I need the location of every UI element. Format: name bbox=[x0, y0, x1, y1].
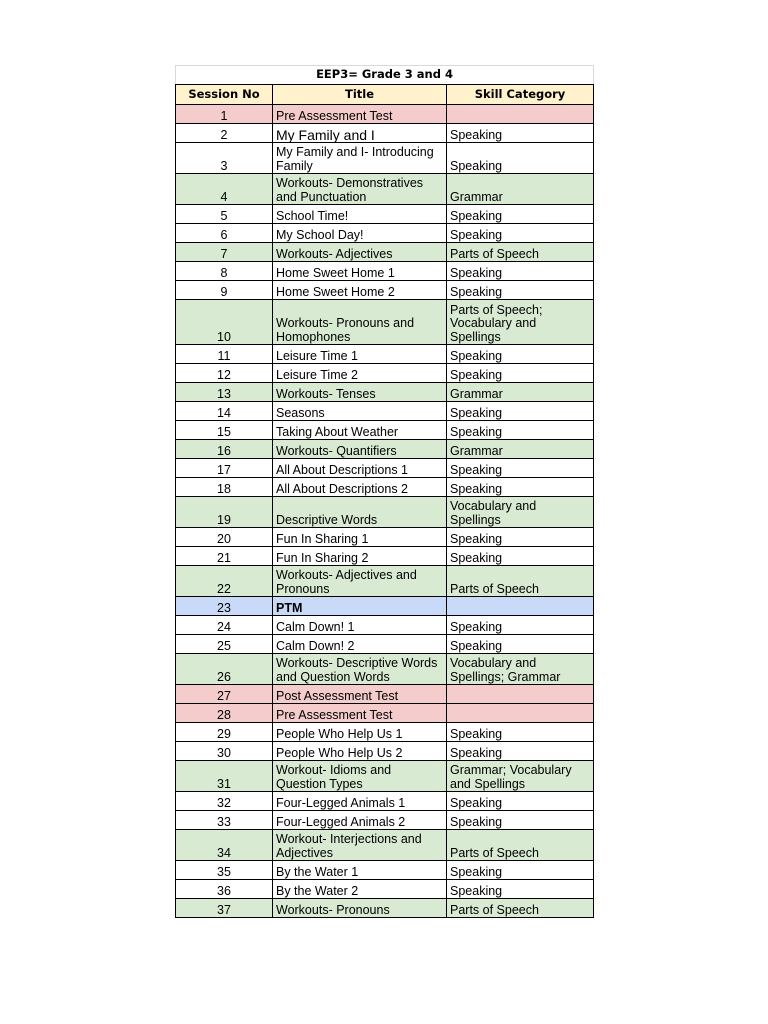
skill-category-cell: Parts of Speech bbox=[447, 243, 594, 262]
skill-category-cell: Speaking bbox=[447, 143, 594, 174]
table-row bbox=[176, 459, 594, 478]
skill-category-cell: Speaking bbox=[447, 364, 594, 383]
session-title-cell: Workout- Idioms and Question Types bbox=[273, 761, 447, 792]
skill-category-cell: Speaking bbox=[447, 616, 594, 635]
table-row bbox=[176, 899, 594, 918]
session-number-cell: 18 bbox=[176, 478, 273, 497]
session-title-cell: Workout- Interjections and Adjectives bbox=[273, 830, 447, 861]
skill-category-cell: Speaking bbox=[447, 281, 594, 300]
session-number-cell: 28 bbox=[176, 704, 273, 723]
skill-category-cell: Speaking bbox=[447, 224, 594, 243]
session-title-cell: My School Day! bbox=[273, 224, 447, 243]
session-number-cell: 19 bbox=[176, 497, 273, 528]
session-title-cell: Post Assessment Test bbox=[273, 685, 447, 704]
session-number-cell: 9 bbox=[176, 281, 273, 300]
session-number-cell: 8 bbox=[176, 262, 273, 281]
session-number-cell: 22 bbox=[176, 566, 273, 597]
session-title-cell: Fun In Sharing 1 bbox=[273, 528, 447, 547]
header-row bbox=[176, 85, 594, 105]
skill-category-cell bbox=[447, 704, 594, 723]
skill-category-cell: Speaking bbox=[447, 478, 594, 497]
table-row bbox=[176, 262, 594, 281]
skill-category-cell: Speaking bbox=[447, 262, 594, 281]
session-number-cell: 24 bbox=[176, 616, 273, 635]
session-number-cell: 31 bbox=[176, 761, 273, 792]
skill-category-cell: Speaking bbox=[447, 635, 594, 654]
session-number-cell: 27 bbox=[176, 685, 273, 704]
session-number-cell: 35 bbox=[176, 861, 273, 880]
session-number-cell: 30 bbox=[176, 742, 273, 761]
session-title-cell: Calm Down! 2 bbox=[273, 635, 447, 654]
session-title-cell: People Who Help Us 2 bbox=[273, 742, 447, 761]
session-title-cell: Home Sweet Home 1 bbox=[273, 262, 447, 281]
session-number-cell: 4 bbox=[176, 174, 273, 205]
session-title-cell: Workouts- Tenses bbox=[273, 383, 447, 402]
session-title-cell: Pre Assessment Test bbox=[273, 704, 447, 723]
skill-category-cell: Speaking bbox=[447, 421, 594, 440]
session-number-cell: 37 bbox=[176, 899, 273, 918]
skill-category-cell bbox=[447, 105, 594, 124]
session-number-cell: 3 bbox=[176, 143, 273, 174]
table-row bbox=[176, 383, 594, 402]
table-row bbox=[176, 124, 594, 143]
skill-category-cell: Speaking bbox=[447, 459, 594, 478]
skill-category-cell: Speaking bbox=[447, 811, 594, 830]
session-number-cell: 26 bbox=[176, 654, 273, 685]
session-title-cell: Four-Legged Animals 2 bbox=[273, 811, 447, 830]
table-row bbox=[176, 635, 594, 654]
table-row bbox=[176, 440, 594, 459]
session-number-cell: 2 bbox=[176, 124, 273, 143]
session-title-cell: My Family and I bbox=[273, 124, 447, 143]
table-row bbox=[176, 880, 594, 899]
skill-category-cell: Speaking bbox=[447, 205, 594, 224]
table-row bbox=[176, 243, 594, 262]
skill-category-cell: Speaking bbox=[447, 861, 594, 880]
session-title-cell: Fun In Sharing 2 bbox=[273, 547, 447, 566]
session-number-cell: 12 bbox=[176, 364, 273, 383]
table-row bbox=[176, 402, 594, 421]
table-row bbox=[176, 224, 594, 243]
session-number-cell: 10 bbox=[176, 300, 273, 345]
column-header-session-no: Session No bbox=[176, 85, 273, 105]
skill-category-cell: Parts of Speech bbox=[447, 566, 594, 597]
skill-category-cell: Speaking bbox=[447, 742, 594, 761]
session-title-cell: Calm Down! 1 bbox=[273, 616, 447, 635]
skill-category-cell: Grammar bbox=[447, 174, 594, 205]
session-number-cell: 29 bbox=[176, 723, 273, 742]
table-row bbox=[176, 761, 594, 792]
column-header-title: Title bbox=[273, 85, 447, 105]
session-title-cell: By the Water 1 bbox=[273, 861, 447, 880]
skill-category-cell bbox=[447, 685, 594, 704]
table-row bbox=[176, 364, 594, 383]
table-row bbox=[176, 528, 594, 547]
skill-category-cell bbox=[447, 597, 594, 616]
session-title-cell: Leisure Time 2 bbox=[273, 364, 447, 383]
session-title-cell: PTM bbox=[273, 597, 447, 616]
session-number-cell: 25 bbox=[176, 635, 273, 654]
session-number-cell: 21 bbox=[176, 547, 273, 566]
skill-category-cell: Speaking bbox=[447, 528, 594, 547]
skill-category-cell: Parts of Speech; Vocabulary and Spellings bbox=[447, 300, 594, 345]
table-row bbox=[176, 792, 594, 811]
session-title-cell: Workouts- Pronouns and Homophones bbox=[273, 300, 447, 345]
session-number-cell: 1 bbox=[176, 105, 273, 124]
column-header-skill-category: Skill Category bbox=[447, 85, 594, 105]
session-title-cell: Taking About Weather bbox=[273, 421, 447, 440]
table-row bbox=[176, 685, 594, 704]
table-row bbox=[176, 205, 594, 224]
table-row bbox=[176, 704, 594, 723]
session-number-cell: 34 bbox=[176, 830, 273, 861]
skill-category-cell: Parts of Speech bbox=[447, 830, 594, 861]
table-row bbox=[176, 861, 594, 880]
table-row bbox=[176, 654, 594, 685]
session-number-cell: 14 bbox=[176, 402, 273, 421]
session-title-cell: Descriptive Words bbox=[273, 497, 447, 528]
session-table bbox=[175, 65, 594, 918]
session-title-cell: Workouts- Adjectives bbox=[273, 243, 447, 262]
skill-category-cell: Grammar bbox=[447, 440, 594, 459]
session-title-cell: Four-Legged Animals 1 bbox=[273, 792, 447, 811]
session-title-cell: Leisure Time 1 bbox=[273, 345, 447, 364]
skill-category-cell: Grammar; Vocabulary and Spellings bbox=[447, 761, 594, 792]
session-number-cell: 32 bbox=[176, 792, 273, 811]
session-title-cell: All About Descriptions 2 bbox=[273, 478, 447, 497]
skill-category-cell: Speaking bbox=[447, 547, 594, 566]
session-number-cell: 16 bbox=[176, 440, 273, 459]
session-title-cell: School Time! bbox=[273, 205, 447, 224]
session-number-cell: 20 bbox=[176, 528, 273, 547]
table-row bbox=[176, 830, 594, 861]
skill-category-cell: Speaking bbox=[447, 880, 594, 899]
session-title-cell: Home Sweet Home 2 bbox=[273, 281, 447, 300]
table-row bbox=[176, 345, 594, 364]
table-row bbox=[176, 742, 594, 761]
sheet-title: EEP3= Grade 3 and 4 bbox=[176, 66, 594, 85]
skill-category-cell: Speaking bbox=[447, 345, 594, 364]
skill-category-cell: Vocabulary and Spellings; Grammar bbox=[447, 654, 594, 685]
session-title-cell: Workouts- Descriptive Words and Question Words bbox=[273, 654, 447, 685]
session-number-cell: 13 bbox=[176, 383, 273, 402]
session-number-cell: 5 bbox=[176, 205, 273, 224]
table-row bbox=[176, 143, 594, 174]
table-row bbox=[176, 597, 594, 616]
table-row bbox=[176, 281, 594, 300]
table-row bbox=[176, 547, 594, 566]
session-number-cell: 33 bbox=[176, 811, 273, 830]
table-row bbox=[176, 811, 594, 830]
table-row bbox=[176, 497, 594, 528]
session-title-cell: Workouts- Pronouns bbox=[273, 899, 447, 918]
session-number-cell: 23 bbox=[176, 597, 273, 616]
table-row bbox=[176, 421, 594, 440]
skill-category-cell: Vocabulary and Spellings bbox=[447, 497, 594, 528]
session-number-cell: 36 bbox=[176, 880, 273, 899]
skill-category-cell: Parts of Speech bbox=[447, 899, 594, 918]
session-title-cell: Pre Assessment Test bbox=[273, 105, 447, 124]
session-number-cell: 11 bbox=[176, 345, 273, 364]
table-row bbox=[176, 723, 594, 742]
skill-category-cell: Grammar bbox=[447, 383, 594, 402]
session-title-cell: All About Descriptions 1 bbox=[273, 459, 447, 478]
session-number-cell: 6 bbox=[176, 224, 273, 243]
skill-category-cell: Speaking bbox=[447, 402, 594, 421]
table-row bbox=[176, 300, 594, 345]
skill-category-cell: Speaking bbox=[447, 792, 594, 811]
session-title-cell: People Who Help Us 1 bbox=[273, 723, 447, 742]
table-row bbox=[176, 478, 594, 497]
table-row bbox=[176, 616, 594, 635]
session-number-cell: 7 bbox=[176, 243, 273, 262]
session-title-cell: Workouts- Quantifiers bbox=[273, 440, 447, 459]
session-title-cell: Workouts- Adjectives and Pronouns bbox=[273, 566, 447, 597]
skill-category-cell: Speaking bbox=[447, 723, 594, 742]
skill-category-cell: Speaking bbox=[447, 124, 594, 143]
session-number-cell: 17 bbox=[176, 459, 273, 478]
session-number-cell: 15 bbox=[176, 421, 273, 440]
table-row bbox=[176, 105, 594, 124]
table-row bbox=[176, 566, 594, 597]
session-title-cell: My Family and I- Introducing Family bbox=[273, 143, 447, 174]
session-title-cell: Workouts- Demonstratives and Punctuation bbox=[273, 174, 447, 205]
session-title-cell: By the Water 2 bbox=[273, 880, 447, 899]
session-title-cell: Seasons bbox=[273, 402, 447, 421]
table-row bbox=[176, 174, 594, 205]
